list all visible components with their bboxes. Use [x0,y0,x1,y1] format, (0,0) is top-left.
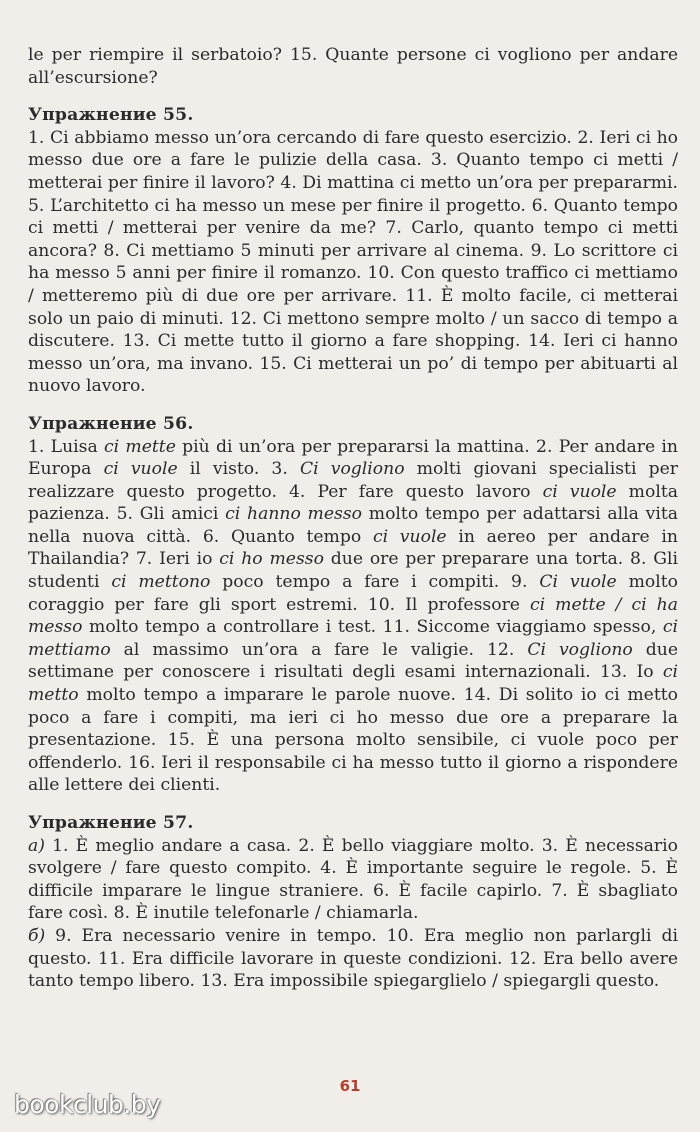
intro-paragraph: le per riempire il serbatoio? 15. Quante persone ci vogliono per andare all’escursione? [28,45,678,88]
text-segment: molto coraggio per fare gli sport estremi. 10. Il professore [28,572,678,615]
text-segment: molta pazienza. 5. Gli amici [28,481,678,525]
text-segment: il visto. 3. [177,459,300,480]
italic-phrase: ci metto [28,662,678,706]
exercise-57-part-a [28,835,678,925]
part-a-text: 1. È meglio andare a casa. 2. È bello viaggiare molto. 3. È necessario svolgere / fare questo compito. 4. È importante seguire le regole. 5. È difficile imparare le lingue straniere. 6. È facile capirlo. 7. È sbagliato fare così. 8. È inutile telefonarle / chiamarla. [28,835,678,924]
text-segment: molto tempo a controllare i test. 11. Siccome viaggiamo spesso, [82,617,663,638]
italic-phrase: ci mettono [111,572,211,593]
text-segment: molti giovani specialisti per realizzare questo progetto. 4. Per fare questo lavoro [28,459,678,502]
page-number: 61 [339,1077,361,1095]
italic-phrase: ci mette / ci ha messo [28,594,678,638]
italic-phrase: ci hanno messo [225,504,363,525]
italic-phrase: ci vuole [542,481,617,502]
text-segment: molto tempo per adattarsi alla vita nella nuova città. 6. Quanto tempo [28,504,679,547]
italic-phrase: ci ho messo [219,549,324,570]
exercise-57-heading: Упражнение 57. [28,813,194,833]
exercise-56-heading: Упражнение 56. [28,413,194,434]
text-segment: due ore per preparare una torta. 8. Gli studenti [28,549,678,593]
exercise-57 [28,812,678,993]
italic-phrase: Ci vuole [539,572,617,593]
text-segment: 1. Luisa [28,436,105,457]
part-a-label: а) [28,835,45,856]
exercise-56 [28,413,678,797]
italic-phrase: ci mettiamo [28,617,678,660]
text-segment: più di un’ora per prepararsi la mattina. 2. Per andare in Europa [28,436,678,480]
exercise-57-part-b [28,925,678,993]
exercise-55-text: 1. Ci abbiamo messo un’ora cercando di fare questo esercizio. 2. Ieri ci ho messo due ore a fare le pulizie della casa. 3. Quanto tempo ci metti / metterai per finire il lavoro? 4. Di mattina ci metto un’ora per prepararmi. 5. L’architetto ci ha messo un mese per finire il progetto. 6. Quanto tempo ci metti / metterai per venire da me? 7. Carlo, quanto tempo ci metti ancora? 8. Ci mettiamo 5 minuti per arrivare al cinema. 9. Lo scrittore ci ha messo 5 anni per finire il romanzo. 10. Con questo traffico ci mettiamo / metteremo più di due ore per arrivare. 11. È molto facile, ci metterai solo un paio di minuti. 12. Ci mettono sempre molto / un sacco di tempo a discutere. 13. Ci mette tutto il giorno a fare shopping. 14. Ieri ci hanno messo un’ora, ma invano. 15. Ci metterai un po’ di tempo per abituarti al nuovo lavoro. [28,127,678,397]
italic-phrase: ci vuole [372,526,447,547]
italic-phrase: Ci vogliono [527,639,633,660]
italic-phrase: ci vuole [103,459,178,480]
exercise-56-text [28,436,678,798]
page-body [28,44,678,993]
italic-phrase: ci mette [104,436,176,457]
text-segment: molto tempo a imparare le parole nuove. 14. Di solito io ci metto poco a fare i compiti, ma ieri ci ho messo due ore a preparare la presentazione. 15. È una persona molto sensibile, ci vuole poco per offenderlo. 16. Ieri il responsabile ci ha messo tutto il giorno a rispondere alle lettere dei clienti. [28,685,678,796]
exercise-55 [28,104,678,398]
part-b-text: 9. Era necessario venire in tempo. 10. Era meglio non parlargli di questo. 11. Era difficile lavorare in queste condizioni. 12. Era bello avere tanto tempo libero. 13. Era impossibile spiegarglielo / spiegargli questo. [28,925,678,992]
text-segment: in aereo per andare in Thailandia? 7. Ieri io [28,526,678,570]
text-segment: due settimane per conoscere i risultati degli esami internazionali. 13. Io [28,639,678,683]
text-segment: poco tempo a fare i compiti. 9. [210,572,540,593]
exercise-55-heading: Упражнение 55. [28,105,194,126]
part-b-label: б) [28,925,46,946]
text-segment: al massimo un’ora a fare le valigie. 12. [110,639,528,660]
italic-phrase: Ci vogliono [299,459,405,480]
watermark-logo: bookclub.by [14,1090,161,1119]
